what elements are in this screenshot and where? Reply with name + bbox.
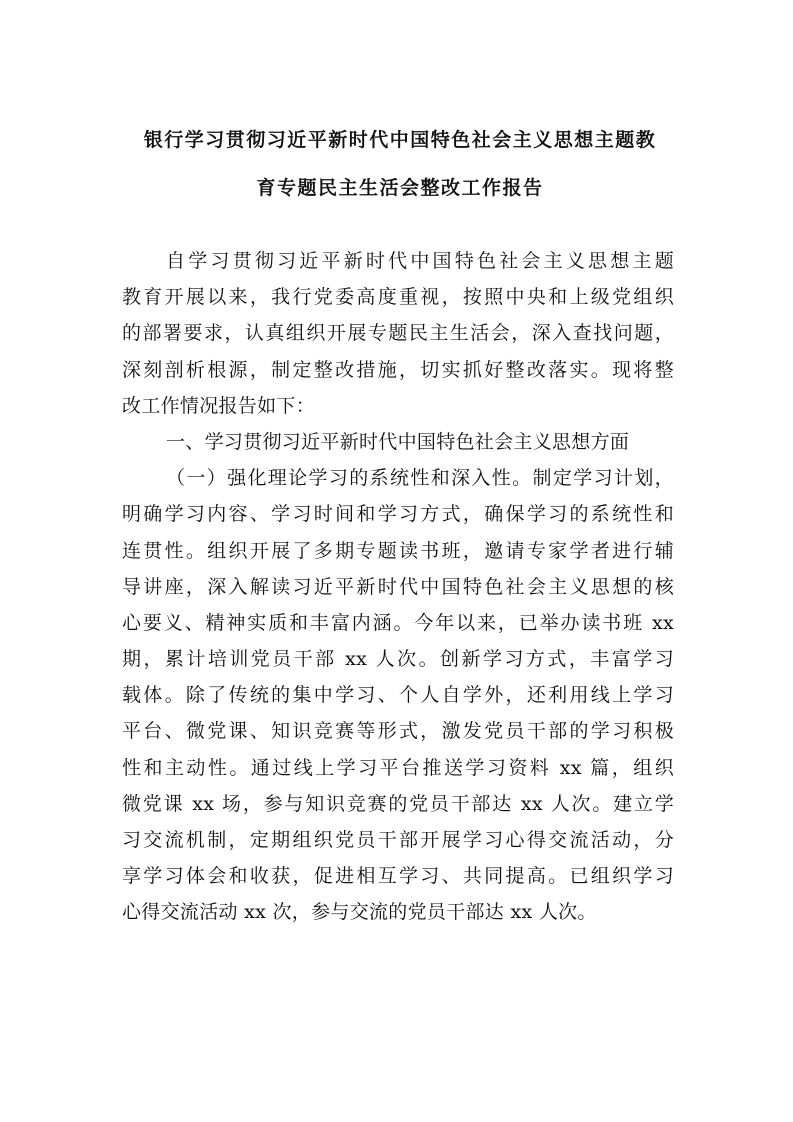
document-body — [122, 243, 674, 931]
document-title — [100, 128, 700, 200]
subsection-heading: （一）强化理论学习的系统性和深入性。制定学习计划， — [166, 467, 674, 490]
body-line: 享学习体会和收获，促进相互学习、共同提高。已组织学习 — [122, 865, 674, 888]
title-line-1: 银行学习贯彻习近平新时代中国特色社会主义思想主题教 — [143, 129, 657, 151]
body-line: 深刻剖析根源，制定整改措施，切实抓好整改落实。现将整 — [122, 358, 674, 381]
body-line: 平台、微党课、知识竞赛等形式，激发党员干部的学习积极 — [122, 720, 674, 743]
body-line: 教育开展以来，我行党委高度重视，按照中央和上级党组织 — [122, 286, 674, 309]
body-line: 性和主动性。通过线上学习平台推送学习资料 xx 篇，组织 — [122, 756, 674, 779]
body-line: 自学习贯彻习近平新时代中国特色社会主义思想主题 — [166, 250, 674, 272]
body-line: 的部署要求，认真组织开展专题民主生活会，深入查找问题， — [122, 322, 674, 345]
title-line-2: 育专题民主生活会整改工作报告 — [256, 177, 544, 199]
body-line: 连贯性。组织开展了多期专题读书班，邀请专家学者进行辅 — [122, 539, 674, 562]
section-heading: 一、学习贯彻习近平新时代中国特色社会主义思想方面 — [166, 430, 630, 453]
body-line: 心要义、精神实质和丰富内涵。今年以来，已举办读书班 xx — [122, 611, 674, 634]
body-line: 载体。除了传统的集中学习、个人自学外，还利用线上学习 — [122, 684, 674, 707]
body-line: 导讲座，深入解读习近平新时代中国特色社会主义思想的核 — [122, 575, 674, 598]
body-line: 习交流机制，定期组织党员干部开展学习心得交流活动，分 — [122, 829, 674, 851]
body-line: 微党课 xx 场，参与知识竞赛的党员干部达 xx 人次。建立学 — [122, 792, 674, 815]
body-line: 明确学习内容、学习时间和学习方式，确保学习的系统性和 — [122, 503, 674, 526]
body-line: 心得交流活动 xx 次，参与交流的党员干部达 xx 人次。 — [122, 901, 597, 924]
body-line: 期，累计培训党员干部 xx 人次。创新学习方式，丰富学习 — [122, 648, 674, 671]
body-line: 改工作情况报告如下： — [122, 394, 316, 417]
